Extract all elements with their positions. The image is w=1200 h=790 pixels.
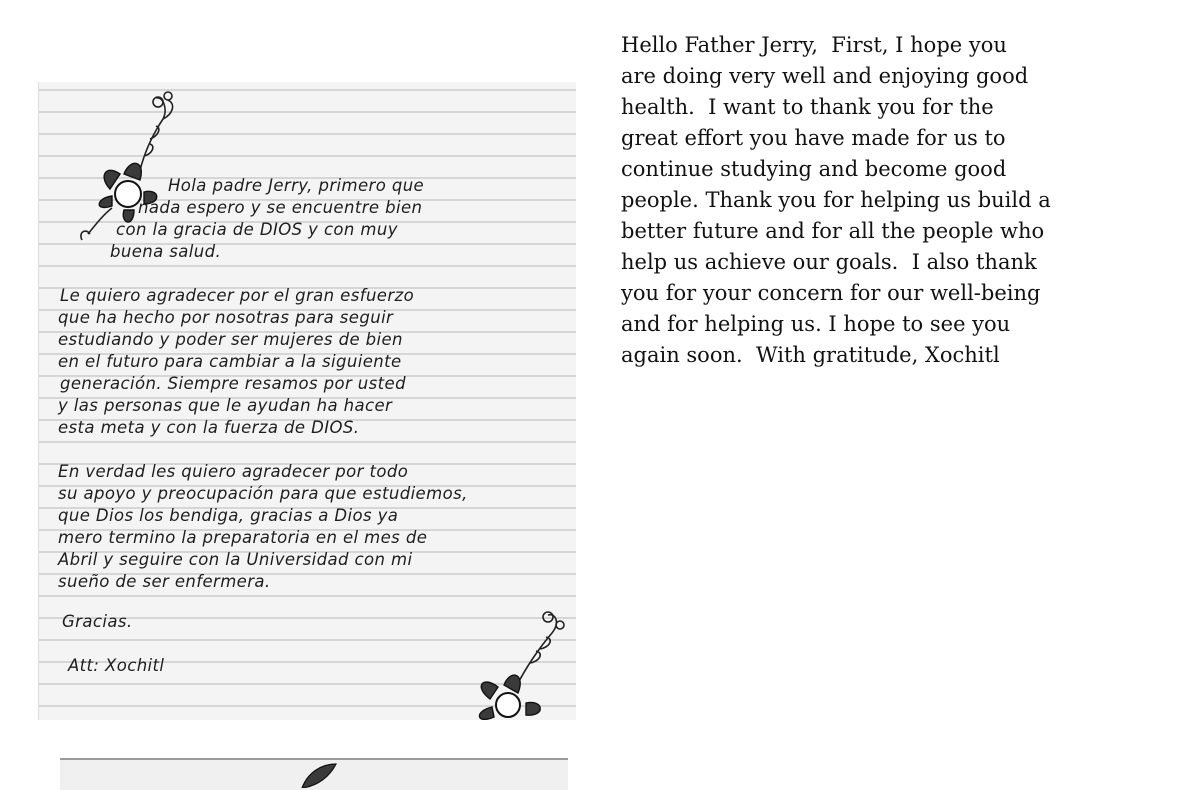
greeting-line: buena salud. xyxy=(110,242,222,261)
paragraph-2-line: Abril y seguire con la Universidad con mi xyxy=(58,550,413,569)
closing-text: Gracias. xyxy=(62,612,133,631)
greeting-line: con la gracia de DIOS y con muy xyxy=(116,220,398,239)
translation-line: people. Thank you for helping us build a xyxy=(621,188,1051,212)
translation-line: Hello Father Jerry, First, I hope you xyxy=(621,33,1007,57)
translation-line: are doing very well and enjoying good xyxy=(621,64,1029,88)
translation-text xyxy=(621,30,1181,371)
translation-line: health. I want to thank you for the xyxy=(621,95,994,119)
translation-line: continue studying and become good xyxy=(621,157,1007,181)
paragraph-2-line: sueño de ser enfermera. xyxy=(58,572,271,591)
paragraph-1-line: que ha hecho por nosotras para seguir xyxy=(58,308,394,327)
paragraph-1-line: estudiando y poder ser mujeres de bien xyxy=(58,330,403,349)
handwritten-letter-scan xyxy=(38,82,576,720)
flower-doodle-icon xyxy=(456,607,576,720)
paragraph-1-line: y las personas que le ayudan ha hacer xyxy=(58,396,393,415)
greeting-line: nada espero y se encuentre bien xyxy=(138,198,423,217)
translation-line: again soon. With gratitude, Xochitl xyxy=(621,343,1000,367)
paragraph-1-line: generación. Siempre resamos por usted xyxy=(60,374,406,393)
translation-line: great effort you have made for us to xyxy=(621,126,1006,150)
paragraph-1-line: en el futuro para cambiar a la siguiente xyxy=(58,352,402,371)
paragraph-2-line: su apoyo y preocupación para que estudiemos, xyxy=(58,484,468,503)
translation-line: you for your concern for our well-being xyxy=(621,281,1041,305)
translation-line: better future and for all the people who xyxy=(621,219,1045,243)
paragraph-2-line: que Dios los bendiga, gracias a Dios ya xyxy=(58,506,399,525)
paragraph-1-line: esta meta y con la fuerza de DIOS. xyxy=(58,418,360,437)
second-page-scan xyxy=(60,758,568,790)
paragraph-2-line: mero termino la preparatoria en el mes de xyxy=(58,528,428,547)
paragraph-1-line: Le quiero agradecer por el gran esfuerzo xyxy=(60,286,415,305)
signature-text: Att: Xochitl xyxy=(68,656,165,675)
greeting-line: Hola padre Jerry, primero que xyxy=(168,176,425,195)
translation-line: and for helping us. I hope to see you xyxy=(621,312,1011,336)
translation-line: help us achieve our goals. I also thank xyxy=(621,250,1037,274)
leaf-doodle-icon xyxy=(300,762,340,788)
paragraph-2-line: En verdad les quiero agradecer por todo xyxy=(58,462,409,481)
